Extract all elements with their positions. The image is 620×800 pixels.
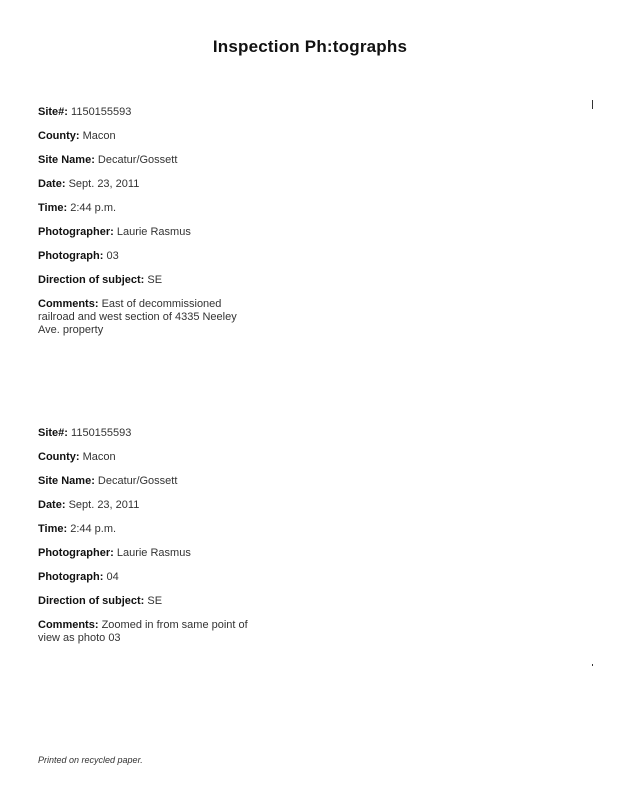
site-number-row bbox=[38, 106, 268, 130]
photograph-row bbox=[38, 571, 268, 595]
date-row bbox=[38, 499, 268, 523]
comments-row bbox=[38, 298, 253, 337]
field-label: Photographer: bbox=[38, 547, 114, 559]
field-label: County: bbox=[38, 451, 80, 463]
field-label: Comments: bbox=[38, 298, 99, 310]
site-name-value: Decatur/Gossett bbox=[97, 154, 178, 166]
photographer-row bbox=[38, 226, 268, 250]
photographer-row bbox=[38, 547, 268, 571]
site-name-value: Decatur/Gossett bbox=[97, 475, 178, 487]
date-value: Sept. 23, 2011 bbox=[68, 499, 140, 511]
direction-value: SE bbox=[147, 274, 163, 286]
field-label: Date: bbox=[38, 499, 66, 511]
field-label: Time: bbox=[38, 202, 68, 214]
field-label: Site#: bbox=[38, 427, 68, 439]
edge-mark bbox=[592, 664, 593, 666]
photograph-value: 03 bbox=[106, 250, 119, 262]
field-label: Direction of subject: bbox=[38, 595, 145, 607]
field-label: Photograph: bbox=[38, 250, 104, 262]
footer-note: Printed on recycled paper. bbox=[38, 755, 143, 765]
time-row bbox=[38, 523, 268, 547]
comments-value: Zoomed in from same point of view as photo 03 bbox=[38, 619, 248, 644]
photograph-value: 04 bbox=[106, 571, 119, 583]
field-label: Date: bbox=[38, 178, 66, 190]
county-value: Macon bbox=[82, 130, 116, 142]
field-label: Time: bbox=[38, 523, 68, 535]
field-label: Direction of subject: bbox=[38, 274, 145, 286]
field-label: Photographer: bbox=[38, 226, 114, 238]
photo-info-block-2 bbox=[38, 427, 268, 645]
field-label: Site Name: bbox=[38, 154, 95, 166]
site-number-row bbox=[38, 427, 268, 451]
county-row bbox=[38, 451, 268, 475]
photo-info-block-1 bbox=[38, 106, 268, 337]
site-name-row bbox=[38, 154, 268, 178]
county-value: Macon bbox=[82, 451, 116, 463]
time-value: 2:44 p.m. bbox=[70, 202, 117, 214]
field-label: Site Name: bbox=[38, 475, 95, 487]
field-label: Site#: bbox=[38, 106, 68, 118]
comments-value: East of decommissioned railroad and west section of 4335 Neeley Ave. property bbox=[38, 298, 237, 336]
county-row bbox=[38, 130, 268, 154]
photograph-row bbox=[38, 250, 268, 274]
direction-row bbox=[38, 274, 268, 298]
date-value: Sept. 23, 2011 bbox=[68, 178, 140, 190]
comments-row bbox=[38, 619, 253, 645]
field-label: Photograph: bbox=[38, 571, 104, 583]
date-row bbox=[38, 178, 268, 202]
field-label: County: bbox=[38, 130, 80, 142]
edge-mark bbox=[592, 100, 593, 109]
site-number-value: 1150155593 bbox=[71, 106, 132, 118]
field-label: Comments: bbox=[38, 619, 99, 631]
photographer-value: Laurie Rasmus bbox=[116, 547, 191, 559]
site-number-value: 1150155593 bbox=[71, 427, 132, 439]
page-title: Inspection Ph:tographs bbox=[212, 37, 408, 56]
direction-value: SE bbox=[147, 595, 163, 607]
time-row bbox=[38, 202, 268, 226]
site-name-row bbox=[38, 475, 268, 499]
time-value: 2:44 p.m. bbox=[70, 523, 117, 535]
photographer-value: Laurie Rasmus bbox=[116, 226, 191, 238]
direction-row bbox=[38, 595, 268, 619]
